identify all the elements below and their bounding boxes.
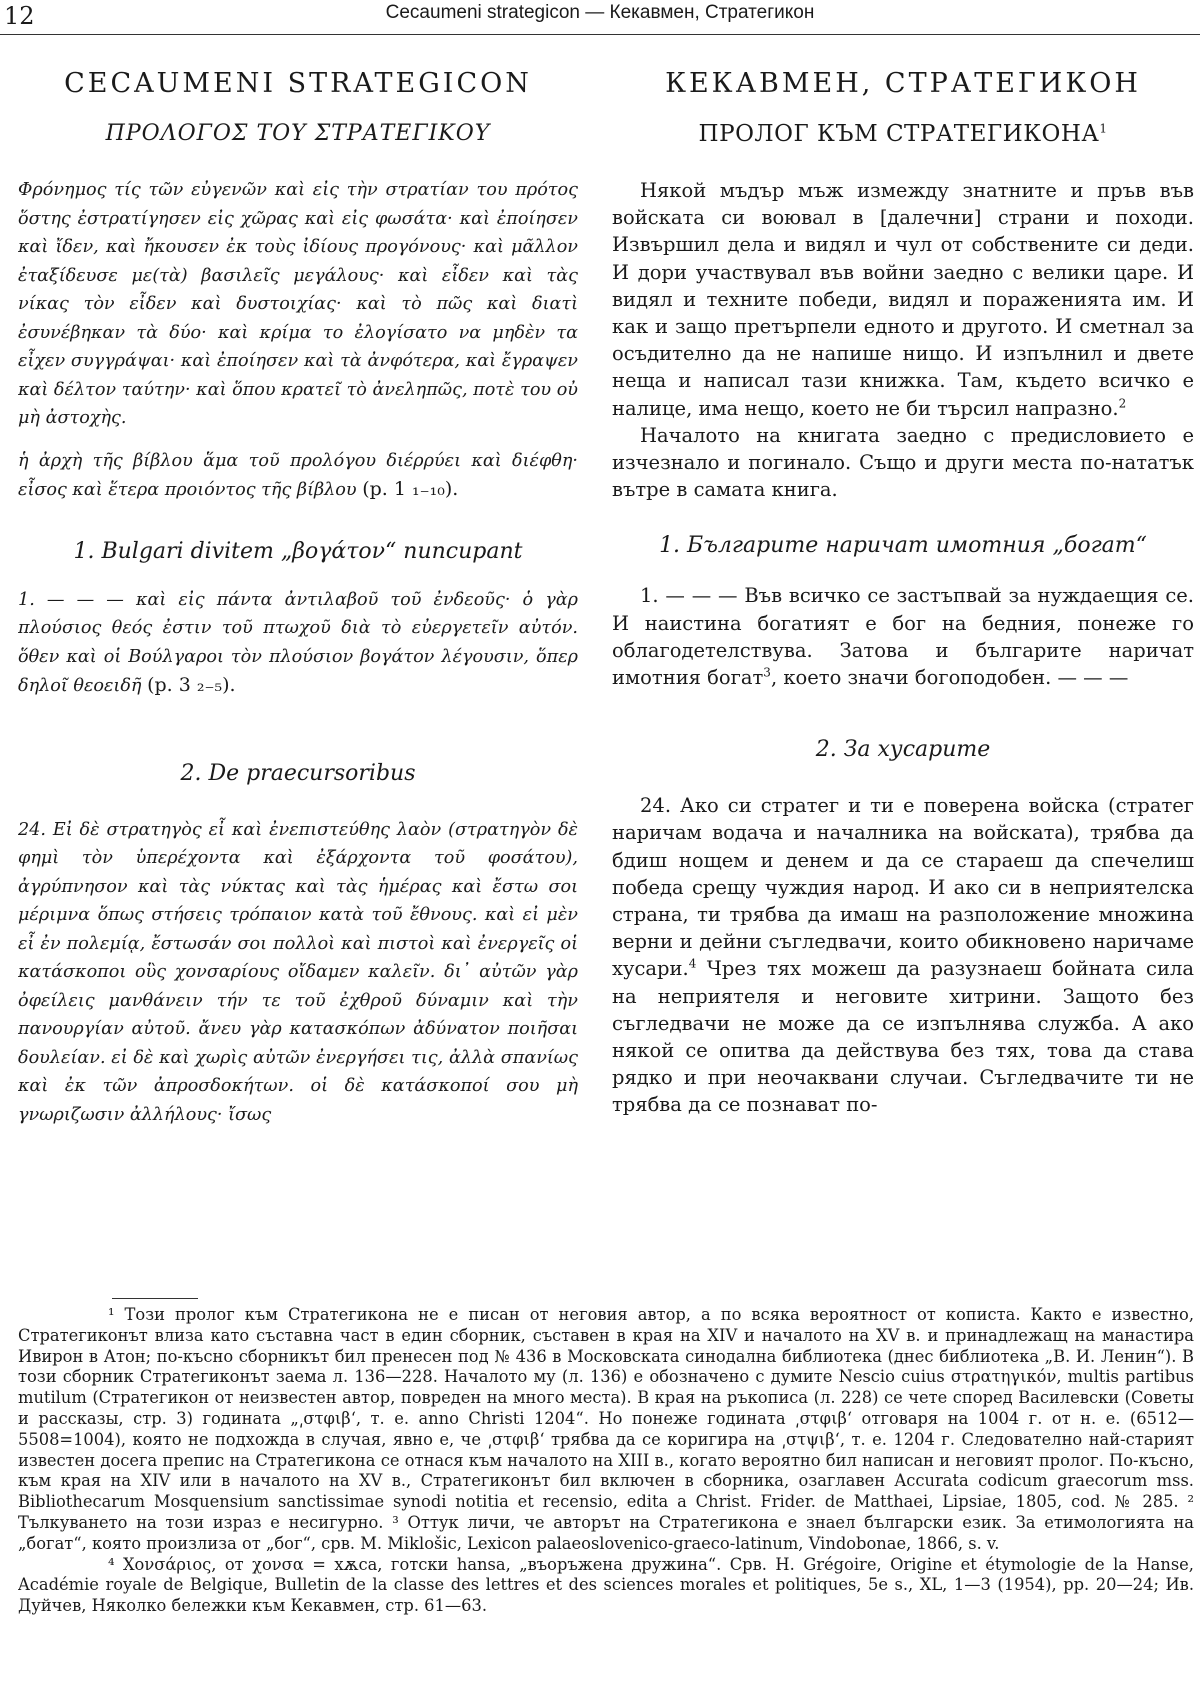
greek-section-2-text: 24. Εἰ δὲ στρατηγὸς εἶ καὶ ἐνεπιστεύθης λαὸν (στρατηγὸν δὲ φημὶ τὸν ὑπερέχοντα καὶ ἐξάρχοντα τοῦ φοσάτου), ἀγρύπνησον καὶ τὰς νύκτας καὶ τὰς ἡμέρας καὶ ἔστω σοι μέριμνα ὅπως στήσεις τρόπαιον κατὰ τοῦ ἔθνους. καὶ εἰ μὲν εἶ ἐν πολεμίᾳ, ἔστωσάν σοι πολλοὶ καὶ πιστοὶ καὶ ἐνεργεῖς οἱ κατάσκοποι οὓς χονσαρίους οἴδαμεν καλεῖν. δι᾽ αὐτῶν γὰρ ὀφείλεις μανθάνειν τήν τε τοῦ ἐχθροῦ δύναμιν καὶ τὴν πανουργίαν αὐτοῦ. ἄνευ γὰρ κατασκόπων ἀδύνατον ποιῆσαι δουλείαν. εἰ δὲ καὶ χωρὶς αὐτῶν ἐνεργήσει τις, ἀλλὰ σπανίως καὶ ἐκ τῶν ἀπροσδοκήτων. οἱ δὲ κατάσκοποί σου μὴ γνωριζωσιν ἀλλήλους· ἴσως: [18, 819, 578, 1125]
section-2-heading-bulgarian: 2. За хусарите: [815, 737, 991, 763]
paragraph-gap: [18, 433, 578, 447]
greek-prologue-paragraph: [18, 176, 578, 433]
bulgarian-section-1: [612, 582, 1194, 691]
footnote-4: ⁴ Χονσάριος, от χονσα = хѫса, готски hansa, „въоръжена дружина“. Срв. H. Grégoire, Origine et étymologie de la Hanse, Académie royale de Belgique, Bulletin de la classe des lettres et des sciences morales et politiques, 5e s., XL, 1—3 (1954), pp. 20—24; Ив. Дуйчев, Няколко бележки към Кекавмен, стр. 61—63.: [18, 1554, 1194, 1616]
footnote-2: ² Тълкуването на този израз е несигурно.: [18, 1492, 1194, 1532]
footnote-4-paragraph: [18, 1555, 1194, 1617]
bulgarian-prologue-paragraph: [612, 177, 1194, 422]
greek-page-ref-3: (p. 3 ₂₋₅).: [147, 674, 236, 696]
footnote-marker-2[interactable]: 2: [1118, 396, 1127, 411]
section-2-heading-latin: 2. De praecursoribus: [180, 760, 416, 786]
greek-page-ref-1: (p. 1 ₁₋₁₀).: [362, 478, 459, 500]
footnotes: [18, 1305, 1194, 1690]
greek-second-text: ἡ ἀρχὴ τῆς βίβλου ἅμα τοῦ προλόγου διέρρύει καὶ διέφθη· εἶσος καὶ ἕτερα προιόντος τῆς βίβλου: [18, 450, 578, 500]
footnote-1: ¹ Този пролог към Стратегикона не е писан от неговия автор, а по всяка вероятност от кописта. Както е известно, Стратегиконът влиза като съставна част в един сборник, съставен в края на XIV и началото на XV в. и принадлежащ на манастира Ивирон в Атон; по-късно сборникът бил пренесен под № 436 в Московската синодална библиотека (днес библиотека „В. И. Ленин“). В този сборник Стратегиконът заема л. 136—228. Началото му (л. 136) е обозначено с думите Nescio cuius στρατηγικόν, multis partibus mutilum (Стратегикон от неизвестен автор, повреден на много места). В края на ръкописа (л. 228) се чете според Василевски (Советы и рассказы, стр. 3) годината „͵στφιβ‘, т. е. anno Christi 1204“. Но понеже годината ͵στφιβ‘ отговаря на 1004 г. от н. е. (6512—5508=1004), която не подхожда в случая, явно е, че ͵στφιβ‘ трябва да се коригира на ͵στψιβ‘, т. е. 1204 г. Следователно най-старият известен досега препис на Стратегикона се отнася към началото на XIII в., когато вероятно бил написан и неговият пролог. По-късно, към края на XIV или в началото на XV в., Стратегиконът бил включен в сборника, озаглавен Accurata codicum graecorum mss. Bibliothecarum Mosquensium sanctissimae synodi notitia et recensio, edita a Christ. Frider. de Matthaei, Lipsiae, 1805, cod. № 285.: [18, 1305, 1194, 1512]
bulgarian-second-text: Началото на книгата заедно с предисловието е изчезнало и погинало. Също и други места по-нататък вътре в самата книга.: [612, 423, 1194, 502]
section-1-heading-bulgarian: 1. Българите наричат имотния „богат“: [659, 533, 1147, 559]
page-number: 12: [4, 2, 35, 30]
bulgarian-section-1-text-a: 1. — — — Във всичко се застъпвай за нуждаещия се. И наистина богатият е бог на бедния, понеже го облагодетелствува. Затова и българите наричат имотния богат: [612, 584, 1194, 690]
greek-subtitle: ΠΡΟΛΟΓΟΣ ΤΟΥ ΣΤΡΑΤΕΓΙΚΟΥ: [105, 121, 491, 146]
greek-section-1: [18, 586, 578, 701]
bulgarian-column: [612, 50, 1194, 1280]
bulgarian-subtitle: [612, 121, 1194, 147]
bulgarian-title: КЕКАВМЕН, СТРАТЕГИКОН: [665, 68, 1141, 99]
footnote-marker-3[interactable]: 3: [763, 665, 771, 680]
page-header: [0, 0, 1200, 30]
greek-section-2: [18, 816, 578, 1130]
section-1-heading-latin: 1. Bulgari divitem „βογάτον“ nuncupant: [73, 538, 523, 564]
bulgarian-section-2-text-b: Чрез тях можеш да разузнаеш бойната сила на неприятеля и неговите хитрини. Защото без съгледвачи не може да се изпълнява служба. А ако някой се опитва да действува без тях, това да става рядко и при неочаквани случаи. Съгледвачите ти не трябва да се познават по-: [612, 957, 1194, 1117]
bulgarian-subtitle-text: ПРОЛОГ КЪМ СТРАТЕГИКОНА: [698, 121, 1100, 147]
greek-section-1-text: 1. — — — καὶ εἰς πάντα ἀντιλαβοῦ τοῦ ἐνδεοῦς· ὁ γὰρ πλούσιος θεός ἐστιν τοῦ πτωχοῦ διὰ τὸ εὐεργετεῖν αὐτόν. ὅθεν καὶ οἱ Βούλγαροι τὸν πλούσιον βογάτον λέγουσιν, ὅπερ δηλοῖ θεοειδῆ: [18, 589, 578, 696]
greek-column: [18, 50, 578, 1280]
bulgarian-section-2: [612, 792, 1194, 1118]
footnote-marker-1[interactable]: 1: [1099, 121, 1108, 136]
running-head: Cecaumeni strategicon — Кекавмен, Стратегикон: [385, 2, 815, 23]
greek-second-paragraph: [18, 447, 578, 505]
footnote-3: ³ Оттук личи, че авторът на Стратегикона е знаел български език. За етимологията на „богат“, която произлиза от „бог“, срв. M. Miklošic, Lexicon palaeoslovenico-graeco-latinum, Vindobonae, 1866, s. v.: [18, 1512, 1194, 1553]
bulgarian-section-1-text-b: , което значи богоподобен. — — —: [770, 666, 1129, 690]
footnote-rule: [112, 1298, 198, 1299]
footnote-1-and-2: [18, 1305, 1194, 1555]
greek-prologue-text: Φρόνημος τίς τῶν εὐγενῶν καὶ εἰς τὴν στρατίαν του πρότος ὅστης ἐστρατίγησεν εἰς χῶρας καὶ εἰς φωσάτα· καὶ ἐποίησεν καὶ ἴδεν, καὶ ἤκουσεν ἐκ τοὺς ἰδίους προγόνους· καὶ μᾶλλον ἐταξίδευσε με(τὰ) βασιλεῖς μεγάλους· καὶ εἶδεν καὶ τὰς νίκας τὸν εἶδεν καὶ δυστοιχίας· καὶ τὸ πῶς καὶ διατὶ ἐσυνέβηκαν τὰ δύο· καὶ κρίμα το ἐλογίσατο να μηδὲν τα εἶχεν συγγράψαι· καὶ ἐποίησεν καὶ τὰ ἀνφότερα, καὶ ἔγραψεν καὶ δέλτον ταύτην· καὶ ὅπου κρατεῖ τὸ ἀνεληπῶς, ποτὲ του οὐ μὴ ἀστοχὴς.: [18, 180, 578, 428]
bulgarian-second-paragraph: [612, 422, 1194, 504]
latin-title: CECAUMENI STRATEGICON: [64, 68, 532, 99]
bulgarian-prologue-text: Някой мъдър мъж измежду знатните и пръв във войската си воювал в [далечни] страни и походи. Извършил дела и видял и чул от собствените си деди. И дори участвувал във войни заедно с велики царе. И видял и техните победи, видял и пораженията им. И как и защо претърпели едното и другото. И сметнал за осъдително да не напише нищо. И изпълнил и двете неща и написал тази книжка. Там, където всичко е налице, има нещо, което не би търсил напразно.: [612, 179, 1194, 420]
bulgarian-section-2-text-a: 24. Ако си стратег и ти е поверена войска (стратег наричам водача и началника на войската), трябва да бдиш нощем и денем и да се стараеш да спечелиш победа срещу чуждия народ. И ако си в неприятелска страна, ти трябва да имаш на разположение множина верни и дейни съгледвачи, които обикновено наричаме хусари.: [612, 794, 1194, 981]
footnote-marker-4[interactable]: 4: [688, 956, 697, 971]
header-rule: [0, 34, 1200, 35]
